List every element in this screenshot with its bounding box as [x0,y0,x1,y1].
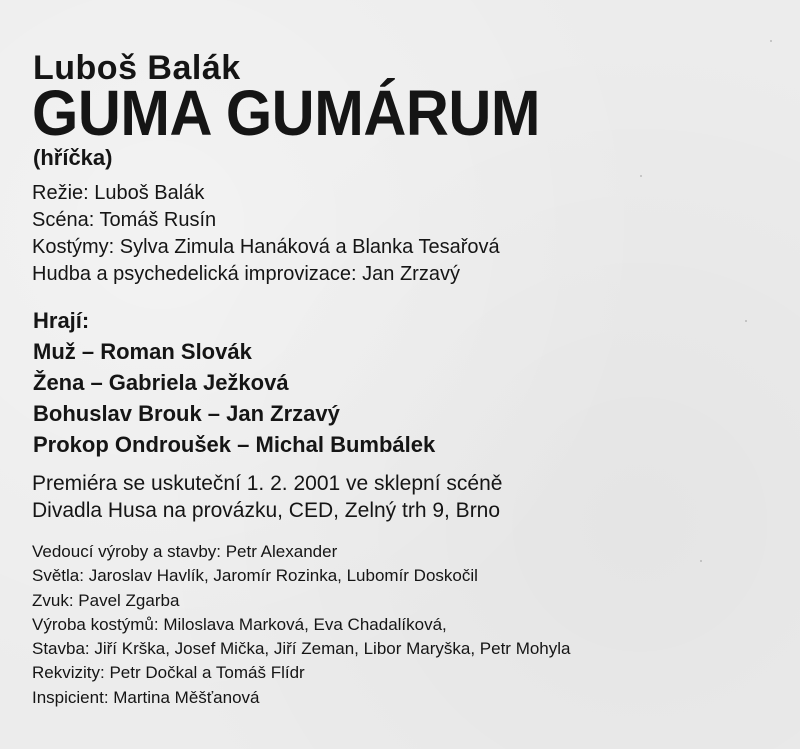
premiere-line: Premiéra se uskuteční 1. 2. 2001 ve sklepní scéně [32,472,503,495]
crew-line: Výroba kostýmů: Miloslava Marková, Eva Chadalíková, [32,614,447,634]
paper-speck [770,40,772,42]
crew-line: Vedoucí výroby a stavby: Petr Alexander [32,542,338,561]
paper-speck [700,560,702,562]
author-name: Luboš Balák [33,49,241,87]
crew-credits [32,540,571,710]
credit-line-scenery: Scéna: Tomáš Rusín [32,209,217,231]
paper-speck [640,175,642,177]
play-subtitle: (hříčka) [33,145,113,170]
crew-line: Rekvizity: Petr Dočkal a Tomáš Flídr [32,663,305,683]
cast-item: Prokop Ondroušek – Michal Bumbálek [33,432,436,457]
cast-item: Bohuslav Brouk – Jan Zrzavý [33,401,340,426]
credit-line-music: Hudba a psychedelická improvizace: Jan Zrzavý [32,263,460,285]
play-title: GUMA GUMÁRUM [32,77,540,149]
crew-line: Zvuk: Pavel Zgarba [32,590,180,610]
crew-line: Světla: Jaroslav Havlík, Jaromír Rozinka, Lubomír Doskočil [32,566,478,586]
cast-heading: Hrají: [33,308,90,333]
cast-item: Žena – Gabriela Ježková [33,370,289,395]
paper-speck [745,320,747,322]
creative-credits [32,180,500,288]
premiere-line: Divadla Husa na provázku, CED, Zelný trh 9, Brno [32,499,501,522]
crew-line: Stavba: Jiří Krška, Josef Mička, Jiří Zeman, Libor Maryška, Petr Mohyla [32,639,571,659]
cast-item: Muž – Roman Slovák [33,339,252,364]
crew-line: Inspicient: Martina Měšťanová [32,687,260,707]
cast-list [33,336,435,460]
credit-line-costumes: Kostýmy: Sylva Zimula Hanáková a Blanka Tesařová [32,236,500,258]
premiere-info [32,470,502,524]
credit-line-director: Režie: Luboš Balák [32,182,205,204]
